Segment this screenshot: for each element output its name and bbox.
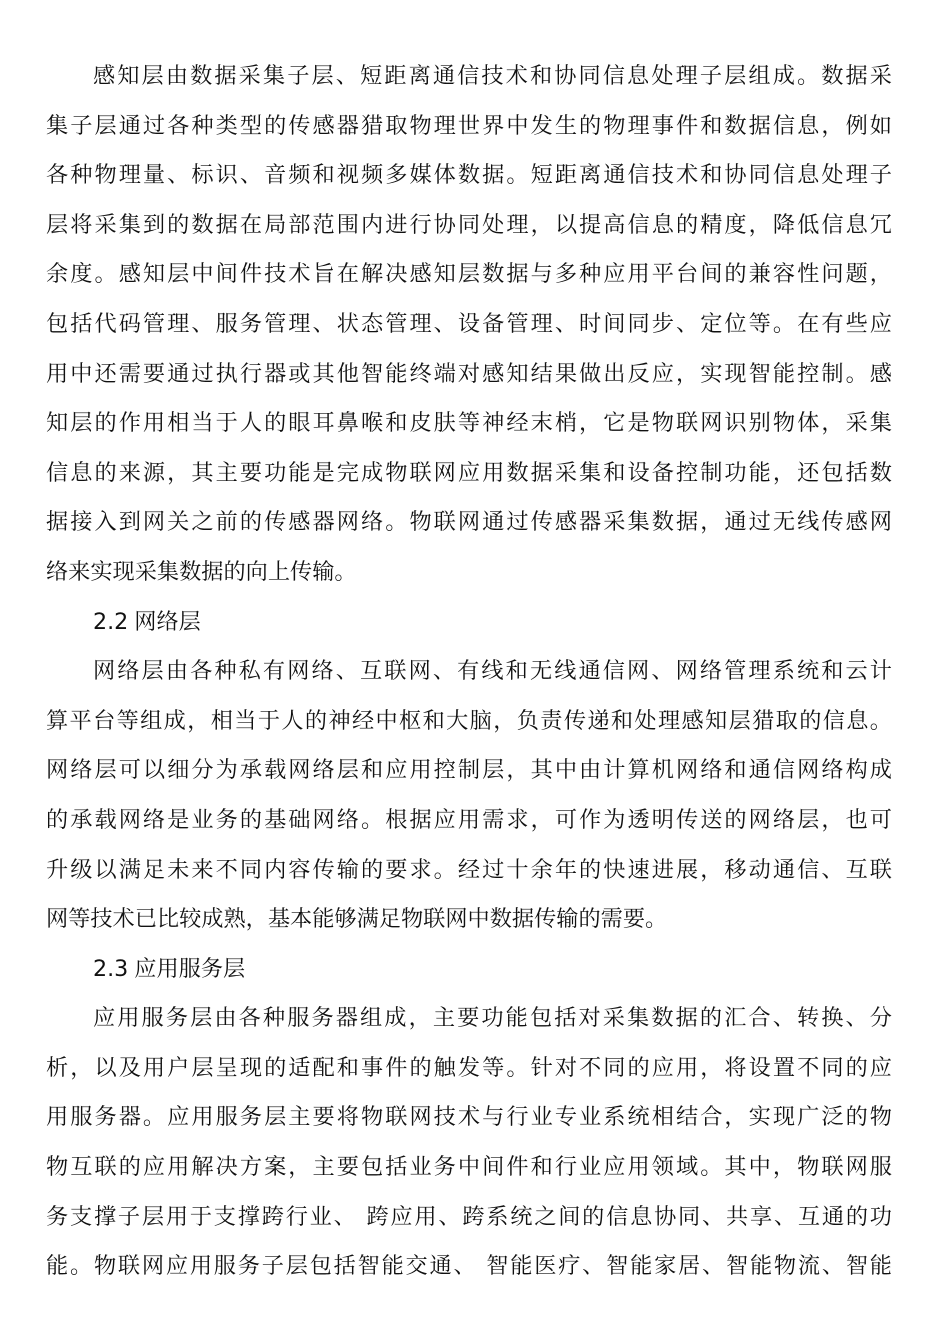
paragraph-line: 信息的来源，其主要功能是完成物联网应用数据采集和设备控制功能，还包括数 bbox=[46, 459, 892, 486]
paragraph-line: 能。物联网应用服务子层包括智能交通、 智能医疗、智能家居、智能物流、智能 bbox=[46, 1253, 892, 1280]
paragraph-line: 包括代码管理、服务管理、状态管理、设备管理、时间同步、定位等。在有些应 bbox=[46, 310, 892, 337]
section-number: 2.3 bbox=[93, 955, 129, 982]
paragraph-line: 物互联的应用解决方案，主要包括业务中间件和行业应用领域。其中，物联网服 bbox=[46, 1154, 892, 1181]
paragraph-line: 网络层可以细分为承载网络层和应用控制层，其中由计算机网络和通信网络构成 bbox=[46, 757, 892, 784]
paragraph-line: 务支撑子层用于支撑跨行业、 跨应用、跨系统之间的信息协同、共享、互通的功 bbox=[46, 1203, 892, 1230]
paragraph-line: 集子层通过各种类型的传感器猎取物理世界中发生的物理事件和数据信息，例如 bbox=[46, 112, 892, 139]
application-service-layer-paragraph bbox=[46, 994, 892, 1292]
section-title: 网络层 bbox=[134, 608, 201, 635]
section-title: 应用服务层 bbox=[134, 955, 246, 982]
paragraph-line: 余度。感知层中间件技术旨在解决感知层数据与多种应用平台间的兼容性问题， bbox=[46, 261, 892, 288]
perception-layer-paragraph bbox=[46, 52, 892, 598]
paragraph-line: 升级以满足未来不同内容传输的要求。经过十余年的快速进展，移动通信、互联 bbox=[46, 856, 892, 883]
paragraph-line: 络来实现采集数据的向上传输。 bbox=[46, 558, 357, 585]
paragraph-line: 网等技术已比较成熟，基本能够满足物联网中数据传输的需要。 bbox=[46, 906, 668, 933]
paragraph-line: 知层的作用相当于人的眼耳鼻喉和皮肤等神经末梢，它是物联网识别物体，采集 bbox=[46, 410, 892, 437]
paragraph-line: 各种物理量、标识、音频和视频多媒体数据。短距离通信技术和协同信息处理子 bbox=[46, 162, 892, 189]
paragraph-line: 网络层由各种私有网络、互联网、有线和无线通信网、网络管理系统和云计 bbox=[93, 658, 892, 685]
paragraph-line: 据接入到网关之前的传感器网络。物联网通过传感器采集数据，通过无线传感网 bbox=[46, 509, 892, 536]
paragraph-line: 析，以及用户层呈现的适配和事件的触发等。针对不同的应用，将设置不同的应 bbox=[46, 1054, 892, 1081]
paragraph-line: 的承载网络是业务的基础网络。根据应用需求，可作为透明传送的网络层，也可 bbox=[46, 806, 892, 833]
paragraph-line: 用服务器。应用服务层主要将物联网技术与行业专业系统相结合，实现广泛的物 bbox=[46, 1104, 892, 1131]
paragraph-line: 感知层由数据采集子层、短距离通信技术和协同信息处理子层组成。数据采 bbox=[93, 63, 892, 89]
paragraph-line: 层将采集到的数据在局部范围内进行协同处理，以提高信息的精度，降低信息冗 bbox=[46, 211, 892, 238]
paragraph-line: 应用服务层由各种服务器组成，主要功能包括对采集数据的汇合、转换、分 bbox=[93, 1005, 892, 1032]
section-heading-network-layer bbox=[46, 598, 892, 648]
section-number: 2.2 bbox=[93, 608, 129, 635]
paragraph-line: 用中还需要通过执行器或其他智能终端对感知结果做出反应，实现智能控制。感 bbox=[46, 360, 892, 387]
network-layer-paragraph bbox=[46, 647, 892, 945]
section-heading-application-service-layer bbox=[46, 945, 892, 995]
document-page bbox=[46, 52, 892, 1292]
paragraph-line: 算平台等组成，相当于人的神经中枢和大脑，负责传递和处理感知层猎取的信息。 bbox=[46, 707, 892, 734]
